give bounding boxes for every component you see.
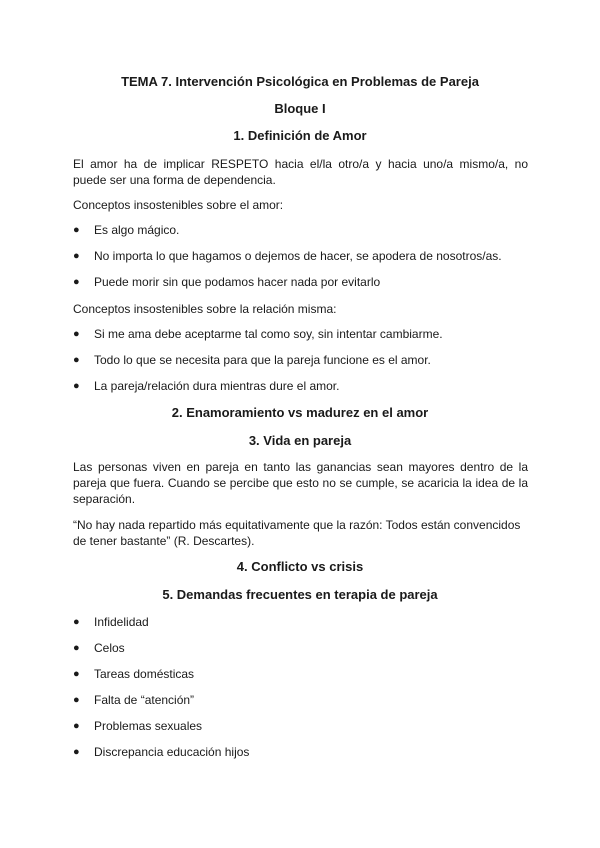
section-heading-1: 1. Definición de Amor — [233, 128, 367, 143]
intro-text: Conceptos insostenibles sobre el amor: — [73, 198, 284, 212]
section-heading-4: 4. Conflicto vs crisis — [236, 559, 364, 574]
list-item-text: Si me ama debe aceptarme tal como soy, sin intentar cambiarme. — [94, 327, 443, 341]
list-item-text: Infidelidad — [94, 615, 149, 629]
bullet-icon: ● — [73, 694, 80, 706]
paragraph-line: puede ser una forma de dependencia. — [73, 173, 276, 187]
bullet-icon: ● — [73, 354, 80, 366]
descartes-quote — [73, 517, 528, 549]
list-item-text: Problemas sexuales — [94, 719, 203, 733]
list-item-text: Puede morir sin que podamos hacer nada por evitarlo — [94, 275, 381, 289]
paragraph-line: separación. — [73, 492, 136, 506]
bullet-icon: ● — [73, 276, 80, 288]
bullet-icon: ● — [73, 224, 80, 236]
paragraph-line: Las personas viven en pareja en tanto las ganancias sean mayores dentro de la — [73, 460, 528, 474]
list-item-text: La pareja/relación dura mientras dure el amor. — [94, 379, 340, 393]
bullet-icon: ● — [73, 720, 80, 732]
section-heading-2: 2. Enamoramiento vs madurez en el amor — [171, 405, 429, 420]
list-item-text: Falta de “atención” — [94, 693, 195, 707]
section-1-paragraph — [73, 156, 528, 188]
document-title: TEMA 7. Intervención Psicológica en Problemas de Pareja — [121, 74, 479, 89]
quote-line: “No hay nada repartido más equitativamente que la razón: Todos están convencidos — [73, 518, 521, 532]
list-item-text: Celos — [94, 641, 125, 655]
quote-line: de tener bastante” (R. Descartes). — [73, 534, 255, 548]
bullet-icon: ● — [73, 642, 80, 654]
list-item-text: No importa lo que hagamos o dejemos de hacer, se apodera de nosotros/as. — [94, 249, 502, 263]
bullet-icon: ● — [73, 250, 80, 262]
intro-text: Conceptos insostenibles sobre la relación misma: — [73, 302, 337, 316]
bullet-icon: ● — [73, 746, 80, 758]
list-item-text: Tareas domésticas — [94, 667, 195, 681]
block-heading: Bloque I — [274, 101, 326, 116]
bullet-icon: ● — [73, 380, 80, 392]
paragraph-line: El amor ha de implicar RESPETO hacia el/la otro/a y hacia uno/a mismo/a, no — [73, 157, 528, 171]
bullet-icon: ● — [73, 328, 80, 340]
list-item-text: Discrepancia educación hijos — [94, 745, 250, 759]
concepts-relationship-intro — [73, 301, 528, 317]
paragraph-line: pareja que fuera. Cuando se percibe que esto no se cumple, se acaricia la idea de la — [73, 476, 528, 490]
concepts-love-intro — [73, 197, 528, 213]
bullet-icon: ● — [73, 668, 80, 680]
section-heading-3: 3. Vida en pareja — [248, 433, 352, 448]
list-item-text: Todo lo que se necesita para que la pareja funcione es el amor. — [94, 353, 431, 367]
section-heading-5: 5. Demandas frecuentes en terapia de pareja — [162, 587, 438, 602]
section-3-paragraph — [73, 459, 528, 507]
bullet-icon: ● — [73, 616, 80, 628]
list-item-text: Es algo mágico. — [94, 223, 180, 237]
